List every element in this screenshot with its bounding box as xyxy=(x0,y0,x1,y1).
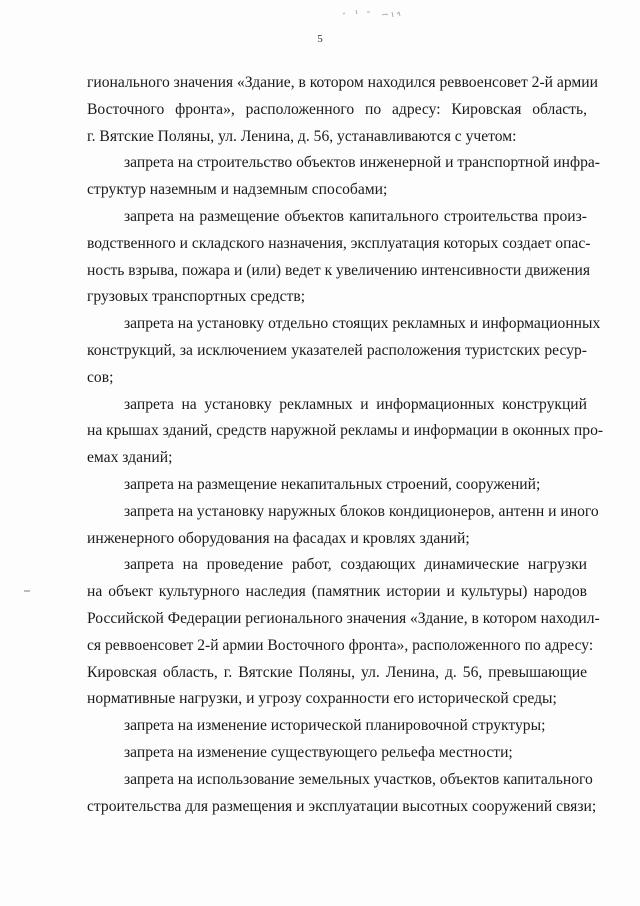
text-line: емах зданий; xyxy=(87,449,173,467)
paragraph xyxy=(87,70,598,150)
text-line: запрета на установку наружных блоков кондиционеров, антенн и иного xyxy=(124,502,599,520)
text-line: инженерного оборудования на фасадах и кровлях зданий; xyxy=(87,529,470,547)
text-line: г. Вятские Поляны, ул. Ленина, д. 56, устанавливаются с учетом: xyxy=(87,127,517,145)
paragraph xyxy=(87,552,600,713)
document-body xyxy=(87,70,604,820)
paragraph xyxy=(87,392,604,472)
text-line: водственного и складского назначения, эксплуатация которых создает опас- xyxy=(87,234,591,252)
paragraph xyxy=(87,311,601,391)
text-line: структур наземным и надземным способами; xyxy=(87,181,388,199)
text-line: нормативные нагрузки, и угрозу сохранности его исторической среды; xyxy=(87,690,557,708)
text-line: гионального значения «Здание, в котором находился реввоенсовет 2-й армии xyxy=(87,74,598,91)
paragraph xyxy=(87,204,591,311)
text-line: грузовых транспортных средств; xyxy=(87,288,306,306)
page-number: 5 xyxy=(317,33,323,45)
text-line: запрета на изменение исторической планировочной структуры; xyxy=(124,717,546,735)
text-line: запрета на размещение объектов капитального строительства произ- xyxy=(124,207,587,225)
text-line: ность взрыва, пожара и (или) ведет к увеличению интенсивности движения xyxy=(87,261,591,279)
text-line: Кировская область, г. Вятские Поляны, ул. Ленина, д. 56, превышающие xyxy=(87,663,587,681)
text-line: на крышах зданий, средств наружной рекламы и информации в оконных про- xyxy=(87,422,604,440)
paragraph xyxy=(87,499,599,553)
text-line: запрета на изменение существующего рельефа местности; xyxy=(124,743,513,761)
text-line: Восточного фронта», расположенного по адресу: Кировская область, xyxy=(87,100,587,118)
text-line: Российской Федерации регионального значения «Здание, в котором находил- xyxy=(87,609,600,627)
paragraph xyxy=(87,767,597,821)
text-line: запрета на использование земельных участков, объектов капитального xyxy=(124,770,593,788)
text-line: ся реввоенсовет 2-й армии Восточного фронта», расположенного по адресу: xyxy=(87,636,594,654)
margin-mark xyxy=(24,590,30,592)
text-line: строительства для размещения и эксплуатации высотных сооружений связи; xyxy=(87,797,597,815)
text-line: запрета на установку отдельно стоящих рекламных и информационных xyxy=(124,315,601,333)
text-line: запрета на установку рекламных и информационных конструкций xyxy=(124,395,587,413)
text-line: сов; xyxy=(87,368,114,386)
paragraph xyxy=(87,150,600,204)
text-line: на объект культурного наследия (памятник истории и культуры) народов xyxy=(87,583,587,601)
text-line: запрета на размещение некапитальных строений, сооружений; xyxy=(124,475,541,493)
text-line: конструкций, за исключением указателей расположения туристских ресур- xyxy=(87,341,587,359)
paragraph xyxy=(87,472,587,499)
paragraph xyxy=(87,713,587,740)
text-line: запрета на строительство объектов инженерной и транспортной инфра- xyxy=(124,154,600,172)
paragraph xyxy=(87,740,587,767)
text-line: запрета на проведение работ, создающих динамические нагрузки xyxy=(124,556,587,574)
